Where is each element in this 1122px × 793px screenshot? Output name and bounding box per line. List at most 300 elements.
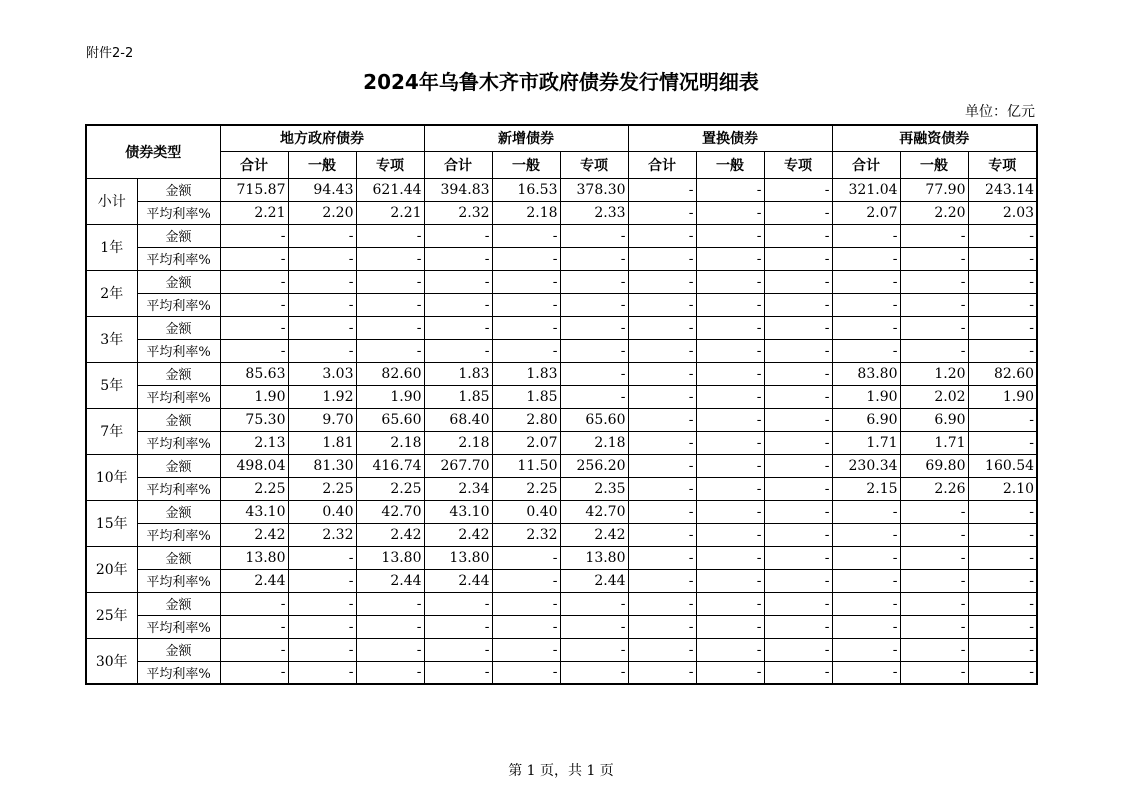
- amount-cell: -: [220, 316, 288, 339]
- amount-cell: 65.60: [560, 408, 628, 431]
- rate-cell: -: [628, 661, 696, 684]
- group-header-replacement: 置换债券: [628, 125, 832, 151]
- amount-cell: -: [288, 270, 356, 293]
- rate-cell: -: [696, 661, 764, 684]
- amount-cell: -: [764, 546, 832, 569]
- amount-cell: -: [764, 270, 832, 293]
- rate-cell: 1.90: [220, 385, 288, 408]
- amount-cell: -: [832, 546, 900, 569]
- amount-cell: 6.90: [832, 408, 900, 431]
- rate-cell: -: [628, 201, 696, 224]
- amount-cell: -: [764, 592, 832, 615]
- rate-cell: -: [492, 569, 560, 592]
- amount-cell: -: [696, 224, 764, 247]
- table-row: [86, 592, 1037, 615]
- rate-cell: 2.42: [424, 523, 492, 546]
- amount-cell: 378.30: [560, 178, 628, 201]
- rate-cell: -: [900, 569, 968, 592]
- amount-cell: 65.60: [356, 408, 424, 431]
- rate-cell: -: [764, 523, 832, 546]
- rate-cell: -: [968, 247, 1037, 270]
- rate-cell: -: [696, 431, 764, 454]
- amount-cell: 42.70: [560, 500, 628, 523]
- term-label: 15年: [86, 500, 137, 546]
- amount-cell: -: [492, 638, 560, 661]
- amount-cell: -: [764, 316, 832, 339]
- rate-cell: -: [560, 339, 628, 362]
- amount-cell: -: [968, 316, 1037, 339]
- subcol-header: 一般: [288, 151, 356, 178]
- amount-cell: 621.44: [356, 178, 424, 201]
- rate-cell: -: [492, 339, 560, 362]
- rate-cell: -: [628, 477, 696, 500]
- rate-cell: -: [764, 477, 832, 500]
- rate-cell: -: [696, 293, 764, 316]
- rate-cell: -: [356, 661, 424, 684]
- rate-label: 平均利率%: [137, 661, 220, 684]
- rate-cell: -: [628, 615, 696, 638]
- amount-cell: -: [968, 592, 1037, 615]
- rate-cell: 2.25: [492, 477, 560, 500]
- amount-cell: 267.70: [424, 454, 492, 477]
- subcol-header: 合计: [832, 151, 900, 178]
- rate-label: 平均利率%: [137, 523, 220, 546]
- amount-cell: -: [492, 546, 560, 569]
- amount-cell: -: [220, 592, 288, 615]
- rate-cell: -: [288, 615, 356, 638]
- rate-cell: -: [492, 293, 560, 316]
- amount-cell: -: [628, 270, 696, 293]
- rate-cell: -: [628, 293, 696, 316]
- amount-cell: -: [356, 592, 424, 615]
- table-row: [86, 339, 1037, 362]
- rate-label: 平均利率%: [137, 247, 220, 270]
- amount-cell: 2.80: [492, 408, 560, 431]
- subcol-header: 一般: [900, 151, 968, 178]
- rate-cell: -: [356, 339, 424, 362]
- rate-cell: -: [968, 615, 1037, 638]
- table-row: [86, 569, 1037, 592]
- rate-cell: -: [764, 661, 832, 684]
- rate-cell: -: [560, 615, 628, 638]
- amount-cell: 85.63: [220, 362, 288, 385]
- group-header-refinancing: 再融资债券: [832, 125, 1037, 151]
- rate-cell: 2.21: [220, 201, 288, 224]
- amount-cell: -: [560, 362, 628, 385]
- rate-cell: -: [764, 431, 832, 454]
- amount-cell: -: [220, 224, 288, 247]
- rate-cell: -: [968, 431, 1037, 454]
- rate-cell: 2.02: [900, 385, 968, 408]
- rate-cell: -: [968, 523, 1037, 546]
- amount-cell: 81.30: [288, 454, 356, 477]
- amount-cell: -: [356, 638, 424, 661]
- table-row: [86, 385, 1037, 408]
- amount-cell: 43.10: [220, 500, 288, 523]
- rate-cell: -: [968, 661, 1037, 684]
- rate-cell: -: [492, 615, 560, 638]
- rate-cell: -: [900, 293, 968, 316]
- rate-cell: 1.85: [424, 385, 492, 408]
- amount-cell: -: [560, 270, 628, 293]
- amount-cell: -: [424, 270, 492, 293]
- rate-cell: -: [288, 339, 356, 362]
- rate-cell: -: [764, 293, 832, 316]
- amount-cell: 13.80: [356, 546, 424, 569]
- amount-cell: -: [968, 270, 1037, 293]
- amount-cell: 69.80: [900, 454, 968, 477]
- rate-cell: 2.20: [288, 201, 356, 224]
- rate-cell: 2.21: [356, 201, 424, 224]
- amount-cell: -: [968, 638, 1037, 661]
- rate-cell: 1.81: [288, 431, 356, 454]
- amount-label: 金额: [137, 638, 220, 661]
- rate-cell: 2.32: [288, 523, 356, 546]
- rate-cell: -: [424, 661, 492, 684]
- rate-cell: -: [900, 615, 968, 638]
- table-row: [86, 247, 1037, 270]
- page-title: 2024年乌鲁木齐市政府债券发行情况明细表: [363, 70, 759, 94]
- amount-cell: -: [288, 546, 356, 569]
- rate-cell: -: [696, 247, 764, 270]
- table-row: [86, 293, 1037, 316]
- amount-cell: -: [832, 224, 900, 247]
- amount-cell: 416.74: [356, 454, 424, 477]
- rate-cell: -: [424, 293, 492, 316]
- amount-cell: -: [696, 316, 764, 339]
- rate-label: 平均利率%: [137, 431, 220, 454]
- table-row: [86, 523, 1037, 546]
- table-row: [86, 224, 1037, 247]
- amount-cell: -: [288, 592, 356, 615]
- amount-cell: -: [560, 316, 628, 339]
- rate-cell: 2.18: [492, 201, 560, 224]
- amount-cell: -: [832, 500, 900, 523]
- amount-cell: -: [968, 500, 1037, 523]
- table-row: [86, 454, 1037, 477]
- amount-cell: 3.03: [288, 362, 356, 385]
- amount-cell: 13.80: [560, 546, 628, 569]
- group-header-local: 地方政府债券: [220, 125, 424, 151]
- rate-cell: 1.90: [356, 385, 424, 408]
- amount-cell: -: [900, 270, 968, 293]
- rate-cell: 2.42: [220, 523, 288, 546]
- subcol-header: 合计: [424, 151, 492, 178]
- amount-cell: -: [628, 316, 696, 339]
- amount-cell: -: [356, 224, 424, 247]
- amount-cell: -: [492, 316, 560, 339]
- rate-cell: -: [220, 339, 288, 362]
- term-label: 3年: [86, 316, 137, 362]
- rate-cell: -: [560, 661, 628, 684]
- amount-cell: -: [900, 638, 968, 661]
- rate-cell: 2.20: [900, 201, 968, 224]
- amount-cell: -: [832, 638, 900, 661]
- bond-type-header: 债券类型: [86, 125, 220, 178]
- table-row: [86, 431, 1037, 454]
- rate-cell: 2.44: [220, 569, 288, 592]
- amount-cell: -: [900, 546, 968, 569]
- subcol-header: 一般: [696, 151, 764, 178]
- subcol-header: 合计: [628, 151, 696, 178]
- amount-label: 金额: [137, 316, 220, 339]
- rate-cell: -: [696, 523, 764, 546]
- amount-cell: 1.83: [424, 362, 492, 385]
- rate-cell: -: [356, 293, 424, 316]
- rate-cell: -: [764, 385, 832, 408]
- amount-label: 金额: [137, 270, 220, 293]
- amount-cell: 83.80: [832, 362, 900, 385]
- rate-cell: -: [628, 431, 696, 454]
- amount-cell: -: [764, 454, 832, 477]
- table-row: [86, 316, 1037, 339]
- rate-label: 平均利率%: [137, 201, 220, 224]
- subcol-header: 专项: [356, 151, 424, 178]
- amount-cell: -: [628, 454, 696, 477]
- amount-cell: -: [696, 638, 764, 661]
- bond-issuance-table: [85, 124, 1038, 685]
- rate-cell: -: [900, 339, 968, 362]
- rate-cell: -: [696, 569, 764, 592]
- term-label: 1年: [86, 224, 137, 270]
- rate-cell: -: [560, 385, 628, 408]
- term-label: 25年: [86, 592, 137, 638]
- table-row: [86, 178, 1037, 201]
- amount-label: 金额: [137, 500, 220, 523]
- amount-cell: 11.50: [492, 454, 560, 477]
- rate-label: 平均利率%: [137, 615, 220, 638]
- amount-cell: 243.14: [968, 178, 1037, 201]
- amount-cell: -: [696, 408, 764, 431]
- rate-cell: -: [424, 247, 492, 270]
- table-row: [86, 362, 1037, 385]
- amount-cell: -: [356, 270, 424, 293]
- rate-cell: -: [356, 247, 424, 270]
- amount-cell: -: [968, 408, 1037, 431]
- amount-label: 金额: [137, 454, 220, 477]
- rate-cell: -: [764, 201, 832, 224]
- amount-label: 金额: [137, 362, 220, 385]
- rate-cell: 2.44: [560, 569, 628, 592]
- rate-cell: 2.25: [356, 477, 424, 500]
- rate-cell: 2.32: [492, 523, 560, 546]
- rate-cell: 2.15: [832, 477, 900, 500]
- amount-cell: -: [424, 316, 492, 339]
- rate-cell: 1.71: [900, 431, 968, 454]
- rate-cell: -: [968, 569, 1037, 592]
- group-header-new: 新增债券: [424, 125, 628, 151]
- rate-cell: -: [220, 247, 288, 270]
- rate-cell: 2.10: [968, 477, 1037, 500]
- rate-label: 平均利率%: [137, 339, 220, 362]
- amount-cell: -: [560, 224, 628, 247]
- rate-cell: -: [832, 661, 900, 684]
- unit-label: 单位：亿元: [965, 104, 1035, 120]
- amount-cell: 160.54: [968, 454, 1037, 477]
- amount-cell: -: [696, 454, 764, 477]
- rate-cell: -: [696, 201, 764, 224]
- rate-cell: -: [832, 523, 900, 546]
- rate-cell: 1.71: [832, 431, 900, 454]
- attachment-label: 附件2-2: [86, 46, 134, 61]
- rate-cell: -: [764, 247, 832, 270]
- rate-cell: -: [424, 615, 492, 638]
- amount-cell: -: [764, 362, 832, 385]
- rate-cell: -: [628, 569, 696, 592]
- amount-cell: -: [492, 270, 560, 293]
- amount-cell: 13.80: [220, 546, 288, 569]
- amount-cell: -: [696, 500, 764, 523]
- rate-cell: -: [628, 385, 696, 408]
- rate-cell: -: [696, 615, 764, 638]
- rate-cell: -: [696, 339, 764, 362]
- amount-cell: -: [968, 224, 1037, 247]
- amount-cell: 16.53: [492, 178, 560, 201]
- amount-cell: 0.40: [288, 500, 356, 523]
- amount-label: 金额: [137, 224, 220, 247]
- rate-cell: -: [220, 293, 288, 316]
- amount-cell: -: [832, 316, 900, 339]
- rate-cell: 2.32: [424, 201, 492, 224]
- table-row: [86, 615, 1037, 638]
- table-row: [86, 661, 1037, 684]
- amount-cell: -: [220, 638, 288, 661]
- rate-label: 平均利率%: [137, 385, 220, 408]
- rate-cell: -: [764, 569, 832, 592]
- amount-cell: -: [900, 316, 968, 339]
- term-label: 7年: [86, 408, 137, 454]
- rate-cell: -: [696, 385, 764, 408]
- amount-cell: 82.60: [356, 362, 424, 385]
- rate-cell: -: [832, 569, 900, 592]
- rate-cell: 1.90: [832, 385, 900, 408]
- table-row: [86, 477, 1037, 500]
- rate-cell: 2.25: [220, 477, 288, 500]
- amount-cell: -: [900, 224, 968, 247]
- rate-cell: -: [288, 661, 356, 684]
- subcol-header: 专项: [968, 151, 1037, 178]
- term-label: 小计: [86, 178, 137, 224]
- rate-cell: -: [424, 339, 492, 362]
- rate-cell: -: [832, 247, 900, 270]
- amount-cell: -: [628, 408, 696, 431]
- amount-cell: 0.40: [492, 500, 560, 523]
- table-row: [86, 638, 1037, 661]
- amount-cell: -: [288, 316, 356, 339]
- subcol-header: 专项: [560, 151, 628, 178]
- rate-cell: -: [220, 661, 288, 684]
- amount-cell: 43.10: [424, 500, 492, 523]
- rate-cell: 2.42: [356, 523, 424, 546]
- amount-cell: -: [492, 224, 560, 247]
- rate-cell: 2.26: [900, 477, 968, 500]
- amount-cell: 6.90: [900, 408, 968, 431]
- table-row: [86, 546, 1037, 569]
- amount-cell: 9.70: [288, 408, 356, 431]
- amount-cell: -: [696, 362, 764, 385]
- rate-cell: -: [560, 293, 628, 316]
- amount-cell: 321.04: [832, 178, 900, 201]
- table-row: [86, 500, 1037, 523]
- table-row: [86, 201, 1037, 224]
- amount-cell: 68.40: [424, 408, 492, 431]
- amount-cell: 230.34: [832, 454, 900, 477]
- rate-cell: -: [764, 615, 832, 638]
- rate-cell: -: [628, 247, 696, 270]
- rate-cell: 2.03: [968, 201, 1037, 224]
- rate-cell: -: [288, 293, 356, 316]
- rate-cell: -: [900, 247, 968, 270]
- amount-cell: 82.60: [968, 362, 1037, 385]
- rate-cell: -: [628, 523, 696, 546]
- amount-cell: -: [628, 224, 696, 247]
- rate-cell: -: [832, 293, 900, 316]
- amount-cell: -: [560, 592, 628, 615]
- amount-label: 金额: [137, 178, 220, 201]
- table-row: [86, 270, 1037, 293]
- rate-cell: 1.85: [492, 385, 560, 408]
- amount-cell: -: [900, 592, 968, 615]
- amount-cell: -: [696, 270, 764, 293]
- rate-cell: -: [696, 477, 764, 500]
- rate-cell: -: [492, 661, 560, 684]
- amount-cell: 75.30: [220, 408, 288, 431]
- term-label: 30年: [86, 638, 137, 684]
- amount-cell: -: [628, 362, 696, 385]
- term-label: 20年: [86, 546, 137, 592]
- rate-cell: 2.18: [356, 431, 424, 454]
- subcol-header: 专项: [764, 151, 832, 178]
- rate-label: 平均利率%: [137, 477, 220, 500]
- amount-cell: -: [900, 500, 968, 523]
- rate-cell: 2.13: [220, 431, 288, 454]
- amount-cell: -: [696, 592, 764, 615]
- amount-cell: -: [764, 178, 832, 201]
- amount-cell: -: [696, 178, 764, 201]
- amount-cell: -: [764, 638, 832, 661]
- rate-cell: 2.18: [560, 431, 628, 454]
- rate-cell: 1.90: [968, 385, 1037, 408]
- amount-cell: -: [356, 316, 424, 339]
- rate-cell: 2.18: [424, 431, 492, 454]
- amount-cell: -: [764, 408, 832, 431]
- amount-cell: -: [628, 178, 696, 201]
- amount-cell: 715.87: [220, 178, 288, 201]
- subcol-header: 合计: [220, 151, 288, 178]
- term-label: 5年: [86, 362, 137, 408]
- rate-cell: -: [900, 661, 968, 684]
- amount-cell: -: [764, 224, 832, 247]
- amount-cell: -: [628, 592, 696, 615]
- amount-cell: 498.04: [220, 454, 288, 477]
- rate-cell: 2.42: [560, 523, 628, 546]
- rate-cell: -: [220, 615, 288, 638]
- rate-cell: 2.44: [356, 569, 424, 592]
- rate-cell: -: [492, 247, 560, 270]
- subcol-header: 一般: [492, 151, 560, 178]
- table-row: [86, 408, 1037, 431]
- amount-cell: -: [424, 592, 492, 615]
- amount-cell: 13.80: [424, 546, 492, 569]
- amount-cell: -: [288, 224, 356, 247]
- rate-cell: 2.34: [424, 477, 492, 500]
- amount-cell: 256.20: [560, 454, 628, 477]
- rate-cell: -: [560, 247, 628, 270]
- rate-cell: -: [968, 339, 1037, 362]
- rate-cell: 2.25: [288, 477, 356, 500]
- rate-cell: -: [628, 339, 696, 362]
- rate-cell: 2.07: [492, 431, 560, 454]
